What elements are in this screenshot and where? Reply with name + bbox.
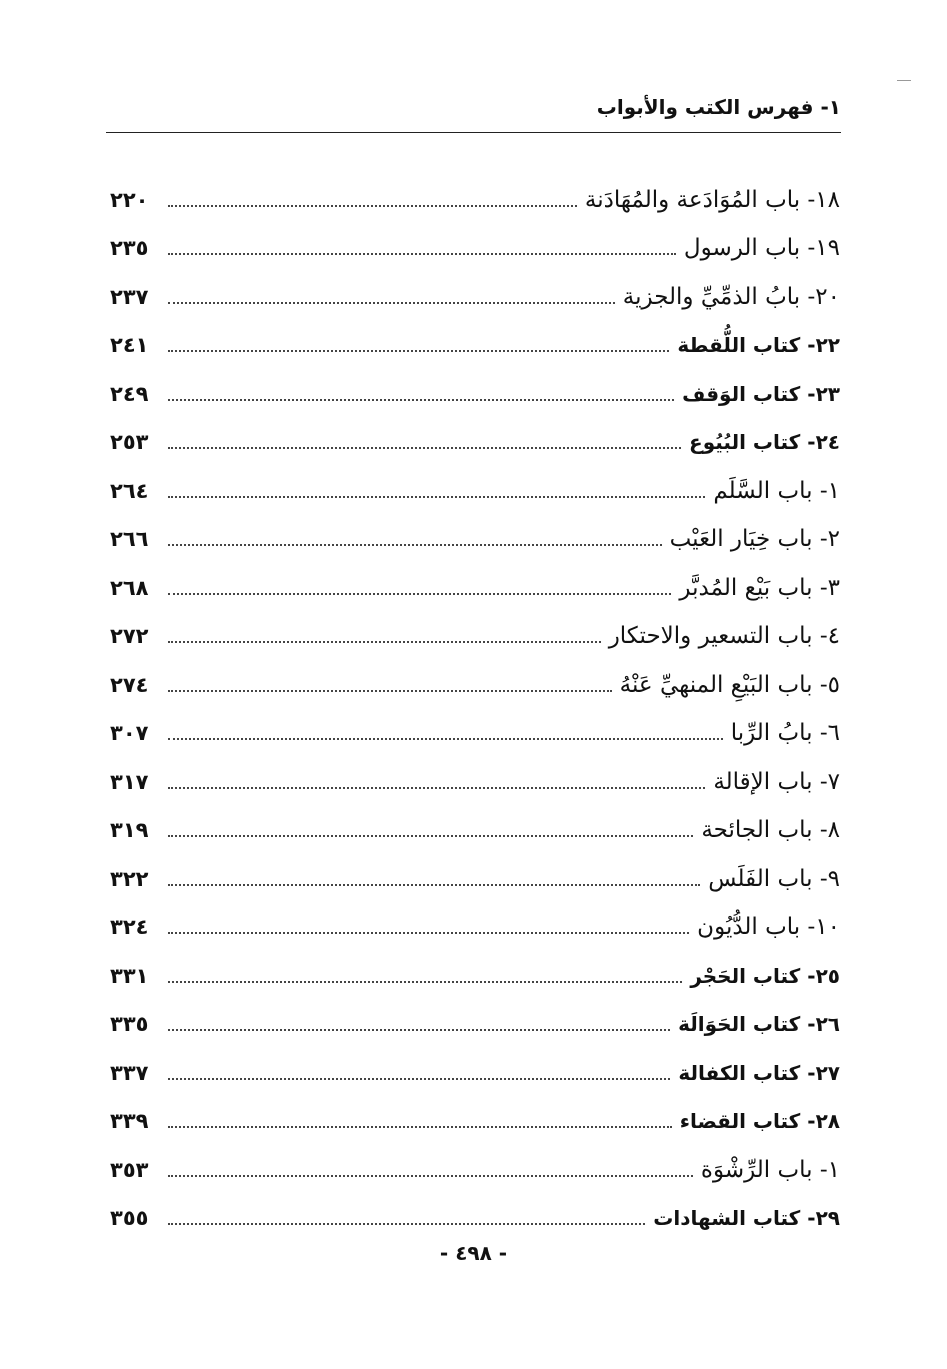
dot-leader (168, 253, 676, 255)
dot-leader (168, 981, 682, 983)
toc-entry-page: ٢٧٤ (110, 672, 149, 697)
toc-entry[interactable] (110, 750, 840, 799)
toc-entry-title: ٢٢- كتاب اللُّقطة (677, 333, 840, 357)
dot-leader (168, 447, 681, 449)
dot-leader (168, 544, 662, 546)
toc-entry[interactable] (110, 896, 840, 945)
toc-entry-title: ٩- باب الفَلَس (708, 865, 840, 892)
toc-entry-title: ٢٣- كتاب الوَقف (682, 381, 840, 406)
header-rule (106, 132, 841, 133)
toc-entry-page: ٣٣١ (110, 963, 149, 988)
dot-leader (168, 1029, 670, 1031)
toc-entry-page: ٣٢٢ (110, 866, 149, 891)
toc-entry-title: ٧- باب الإقالة (713, 768, 840, 795)
corner-mark (897, 80, 911, 81)
toc-entry-page: ٢٧٢ (110, 624, 149, 648)
dot-leader (168, 1223, 645, 1225)
dot-leader (168, 593, 671, 595)
dot-leader (168, 205, 577, 207)
toc-entry-title: ٤- باب التسعير والاحتكار (608, 623, 840, 649)
toc-entry-title: ٢٥- كتاب الحَجْر (690, 963, 840, 988)
toc-entry-page: ٣٠٧ (110, 721, 149, 745)
toc-entry[interactable] (110, 459, 840, 508)
toc-entry-page: ٢٦٤ (110, 478, 149, 503)
toc-entry[interactable] (110, 411, 840, 460)
toc-entry-page: ٢٢٠ (110, 187, 149, 212)
dot-leader (168, 884, 700, 886)
toc-entry[interactable] (110, 217, 840, 266)
toc-entry-page: ٣١٧ (110, 769, 149, 794)
toc-entry-title: ٦- بابُ الرِّبا (730, 720, 840, 746)
toc-entry-page: ٢٣٥ (110, 236, 149, 260)
dot-leader (168, 1175, 693, 1177)
toc-entry-page: ٣١٩ (110, 818, 149, 842)
dot-leader (168, 496, 705, 498)
toc-entry-title: ٣- باب بَيْع المُدبَّر (679, 574, 840, 601)
toc-entry-title: ٢٩- كتاب الشهادات (653, 1206, 840, 1230)
toc-entry-title: ٢٦- كتاب الحَوَالَة (678, 1012, 840, 1036)
toc-entry-page: ٢٣٧ (110, 284, 149, 309)
toc-entry-title: ٢٠- بابُ الذمِّيِّ والجزية (622, 283, 840, 310)
toc-entry-title: ٥- باب البَيْعِ المنهيِّ عَنْهُ (619, 671, 840, 698)
toc-entry[interactable] (110, 702, 840, 751)
dot-leader (168, 738, 723, 740)
toc-entry[interactable] (110, 605, 840, 654)
toc-entry-page: ٣٥٣ (110, 1157, 149, 1182)
toc-entry-page: ٢٤٩ (110, 381, 149, 406)
dot-leader (168, 350, 669, 352)
page-number: - ٤٩٨ - (439, 1241, 508, 1265)
toc-entry[interactable] (110, 265, 840, 314)
toc-entry[interactable] (110, 653, 840, 702)
table-of-contents (110, 168, 840, 1235)
toc-entry-page: ٣٣٧ (110, 1060, 149, 1085)
toc-entry-page: ٢٦٦ (110, 527, 149, 551)
dot-leader (168, 1078, 670, 1080)
toc-entry[interactable] (110, 847, 840, 896)
toc-entry[interactable] (110, 799, 840, 848)
toc-entry-title: ٢٨- كتاب القضاء (679, 1109, 840, 1133)
toc-entry-title: ١٩- باب الرسول (683, 235, 840, 261)
toc-entry-title: ١- باب السَّلَم (713, 477, 840, 504)
toc-entry-title: ٢٤- كتاب البُيُوع (689, 430, 840, 454)
toc-entry-page: ٣٥٥ (110, 1206, 149, 1230)
toc-entry-title: ١٠- باب الدُّيُون (697, 914, 840, 940)
toc-entry-title: ٢- باب خِيَار العَيْب (669, 526, 840, 552)
toc-entry-page: ٣٢٤ (110, 915, 149, 939)
toc-entry-page: ٢٦٨ (110, 575, 149, 600)
toc-entry[interactable] (110, 944, 840, 993)
toc-entry-title: ٢٧- كتاب الكفالة (678, 1060, 840, 1085)
toc-entry-title: ٨- باب الجائحة (701, 817, 840, 843)
toc-entry-page: ٢٤١ (110, 333, 149, 357)
toc-entry[interactable] (110, 362, 840, 411)
dot-leader (168, 690, 612, 692)
dot-leader (168, 302, 615, 304)
toc-entry[interactable] (110, 556, 840, 605)
toc-entry[interactable] (110, 168, 840, 217)
dot-leader (168, 1126, 672, 1128)
toc-entry-page: ٣٣٩ (110, 1109, 149, 1133)
toc-entry[interactable] (110, 1138, 840, 1187)
toc-entry-page: ٢٥٣ (110, 430, 149, 454)
dot-leader (168, 399, 674, 401)
toc-entry[interactable] (110, 508, 840, 557)
dot-leader (168, 787, 705, 789)
running-header-title: ١- فهرس الكتب والأبواب (596, 95, 841, 119)
dot-leader (168, 641, 601, 643)
toc-entry[interactable] (110, 993, 840, 1042)
toc-entry-page: ٣٣٥ (110, 1012, 149, 1036)
toc-entry[interactable] (110, 1187, 840, 1236)
toc-entry[interactable] (110, 1090, 840, 1139)
toc-entry[interactable] (110, 1041, 840, 1090)
toc-entry-title: ١- باب الرِّشْوَة (700, 1156, 840, 1183)
toc-entry[interactable] (110, 314, 840, 363)
running-header (106, 92, 841, 126)
dot-leader (168, 835, 693, 837)
toc-entry-title: ١٨- باب المُوَادَعة والمُهَادَنة (584, 186, 840, 213)
dot-leader (168, 932, 689, 934)
